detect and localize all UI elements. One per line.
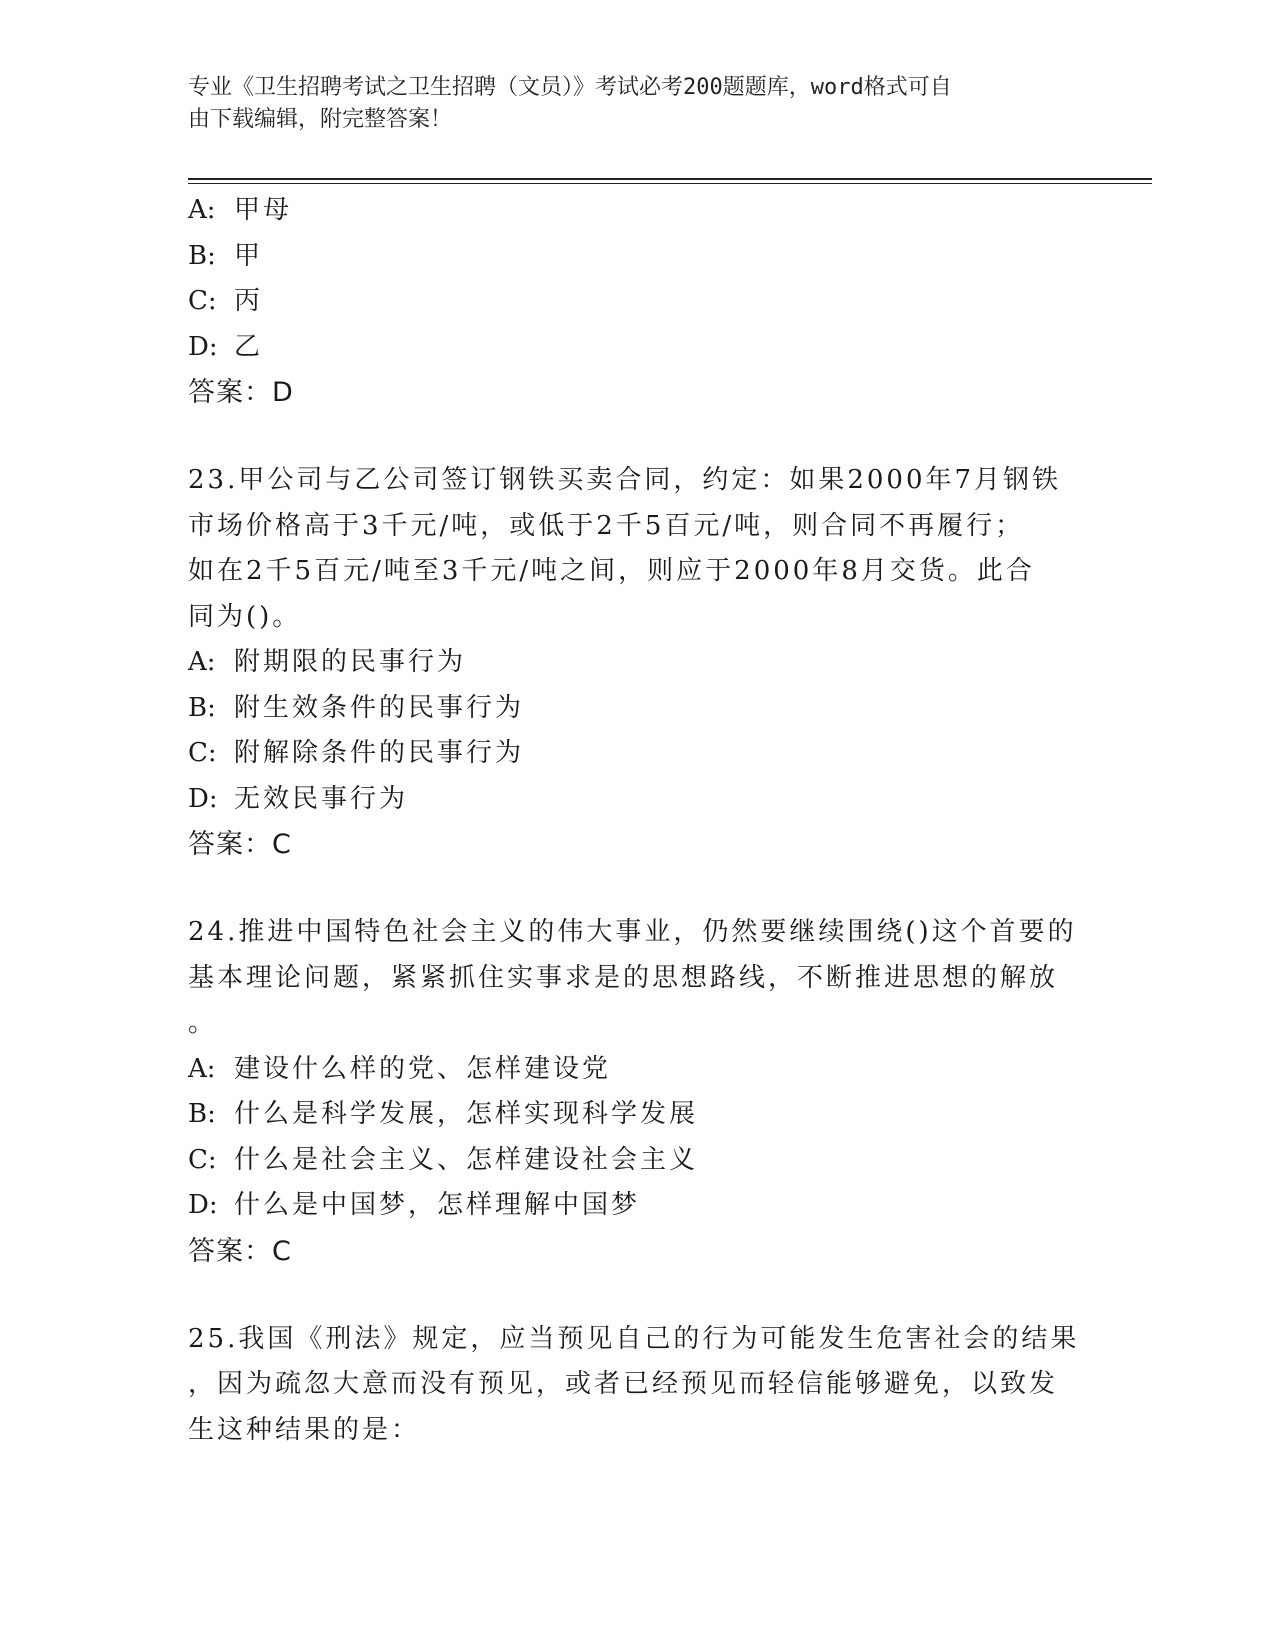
option-b: B: 甲 xyxy=(188,240,264,271)
question-text-line: 市场价格高于3千元/吨，或低于2千5百元/吨，则合同不再履行； xyxy=(188,510,1025,541)
question-23 xyxy=(188,458,1088,868)
question-24 xyxy=(188,910,1088,1275)
option-c: C: 什么是社会主义、怎样建设社会主义 xyxy=(188,1144,699,1175)
option-b: B: 什么是科学发展，怎样实现科学发展 xyxy=(188,1099,699,1129)
question-text-line: 25.我国《刑法》规定，应当预见自己的行为可能发生危害社会的结果 xyxy=(188,1323,1080,1354)
answer-line: 答案：C xyxy=(188,1235,292,1267)
header-divider xyxy=(188,178,1152,184)
answer-line: 答案：C xyxy=(188,829,292,860)
option-d: D: 什么是中国梦，怎样理解中国梦 xyxy=(188,1190,641,1220)
question-text-line: 如在2千5百元/吨至3千元/吨之间，则应于2000年8月交货。此合 xyxy=(188,556,1035,586)
question-text-line: 23.甲公司与乙公司签订钢铁买卖合同，约定：如果2000年7月钢铁 xyxy=(188,465,1062,495)
option-a: A: 建设什么样的党、怎样建设党 xyxy=(188,1053,612,1084)
answer-line: 答案：D xyxy=(188,377,294,408)
option-d: D: 乙 xyxy=(188,331,264,362)
divider-thick xyxy=(188,178,1152,180)
option-b: B: 附生效条件的民事行为 xyxy=(188,692,525,723)
prev-question-block xyxy=(188,188,1088,416)
question-text-line: 24.推进中国特色社会主义的伟大事业，仍然要继续围绕()这个首要的 xyxy=(188,917,1077,947)
question-text-line: 同为()。 xyxy=(188,601,302,632)
option-c: C: 丙 xyxy=(188,286,264,316)
question-text-line: 。 xyxy=(188,1008,218,1038)
header-line-2: 由下载编辑，附完整答案！ xyxy=(188,107,453,132)
option-c: C: 附解除条件的民事行为 xyxy=(188,738,525,768)
question-text-line: ，因为疏忽大意而没有预见，或者已经预见而轻信能够避免，以致发 xyxy=(188,1369,1059,1399)
question-25 xyxy=(188,1317,1088,1454)
header-line-1: 专业《卫生招聘考试之卫生招聘（文员）》考试必考200题题库，word格式可自 xyxy=(188,75,952,100)
option-a: A: 甲母 xyxy=(188,195,293,225)
document-header xyxy=(188,72,1088,136)
divider-thin xyxy=(188,183,1152,184)
question-content xyxy=(188,188,1088,1453)
question-text-line: 基本理论问题，紧紧抓住实事求是的思想路线，不断推进思想的解放 xyxy=(188,962,1059,993)
option-a: A: 附期限的民事行为 xyxy=(188,647,467,677)
option-d: D: 无效民事行为 xyxy=(188,783,409,814)
question-text-line: 生这种结果的是： xyxy=(188,1414,421,1445)
